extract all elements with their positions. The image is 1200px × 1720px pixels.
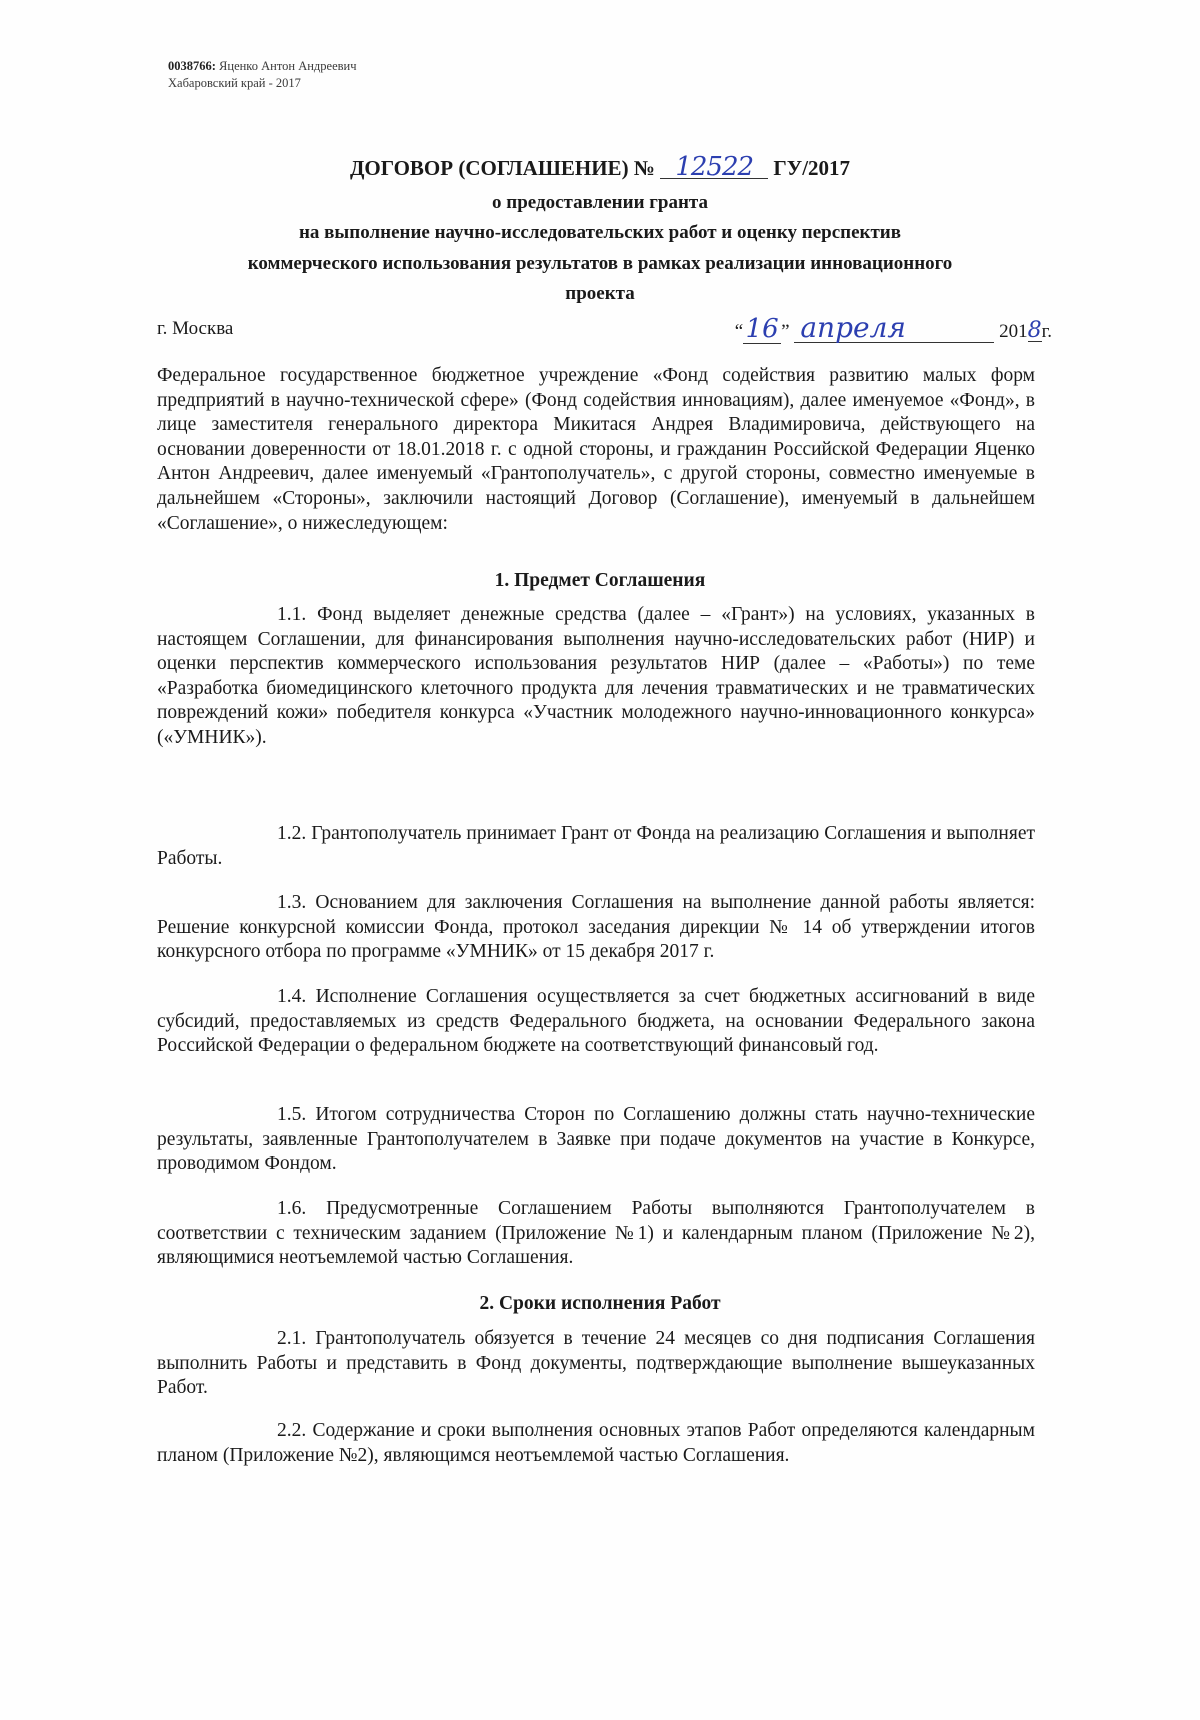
applicant-name: Яценко Антон Андреевич — [219, 59, 357, 73]
handwritten-year-digit: 8 — [1027, 318, 1042, 343]
year-suffix: г. — [1041, 321, 1052, 342]
clause-1-3: 1.3. Основанием для заключения Соглашения на выполнение данной работы является: Решение конкурсной комиссии Фонда, протокол заседания дирекции № 14 об утверждении итогов конкурсного отбора по программе «УМНИК» от 15 декабря 2017 г. — [157, 892, 1035, 963]
section-1-clause-6 — [157, 1197, 1035, 1271]
registration-stamp — [168, 58, 357, 92]
year-prefix: 201 — [999, 321, 1028, 342]
subtitle-line-4: проекта — [565, 283, 635, 304]
section-1-clause-4 — [157, 985, 1035, 1059]
close-quote: ” — [781, 321, 790, 342]
subtitle-line-2: на выполнение научно-исследовательских работ и оценку перспектив — [298, 222, 902, 243]
preamble-text: Федеральное государственное бюджетное учреждение «Фонд содействия развитию малых форм предприятий в научно-технической сфере» (Фонд содействия инновациям), далее именуемое «Фонд», в лице заместителя генерального директора Микитася Андрея Владимировича, действующего на основании доверенности от 18.01.2018 г. с одной стороны, и гражданин Российской Федерации Яценко Антон Андреевич, далее именуемый «Грантополучатель», с другой стороны, совместно именуемые в дальнейшем «Стороны», заключили настоящий Договор (Соглашение), именуемый в дальнейшем «Соглашение», о нижеследующем: — [157, 365, 1035, 534]
handwritten-contract-number: 12522 — [660, 156, 768, 179]
clause-1-5: 1.5. Итогом сотрудничества Сторон по Соглашению должны стать научно-технические результаты, заявленные Грантополучателем в Заявке при подаче документов на участие в Конкурсе, проводимом Фондом. — [157, 1104, 1035, 1175]
signing-date — [734, 311, 1052, 344]
clause-1-4: 1.4. Исполнение Соглашения осуществляется за счет бюджетных ассигнований в виде субсидий, предоставляемых из средств Федерального бюджета, на основании Федерального закона Российской Федерации о федеральном бюджете на соответствующий финансовый год. — [157, 986, 1035, 1057]
preamble — [157, 364, 1035, 536]
subtitle-line-3: коммерческого использования результатов в рамках реализации инновационного — [247, 253, 953, 274]
document-title — [150, 152, 1050, 182]
subtitle-line-1: о предоставлении гранта — [492, 192, 708, 213]
handwritten-day: 16 — [743, 315, 781, 344]
section-1-clause-2 — [157, 822, 1035, 871]
clause-1-2: 1.2. Грантополучатель принимает Грант от Фонда на реализацию Соглашения и выполняет Работы. — [157, 823, 1035, 869]
section-1-heading: 1. Предмет Соглашения — [494, 570, 706, 591]
clause-1-6: 1.6. Предусмотренные Соглашением Работы выполняются Грантополучателем в соответствии с техническим заданием (Приложение №1) и календарным планом (Приложение №2), являющимися неотъемлемой частью Соглашения. — [157, 1198, 1035, 1269]
registration-id: 0038766: — [168, 59, 216, 73]
section-2-heading: 2. Сроки исполнения Работ — [479, 1293, 721, 1314]
handwritten-month: апреля — [794, 314, 994, 343]
clause-2-1: 2.1. Грантополучатель обязуется в течение 24 месяцев со дня подписания Соглашения выполнить Работы и представить в Фонд документы, подтверждающие выполнение вышеуказанных Работ. — [157, 1328, 1035, 1399]
city: г. Москва — [157, 318, 234, 339]
section-1-clause-5 — [157, 1103, 1035, 1177]
clause-2-2: 2.2. Содержание и сроки выполнения основных этапов Работ определяются календарным планом (Приложение №2), являющимся неотъемлемой частью Соглашения. — [157, 1420, 1035, 1466]
clause-1-1: 1.1. Фонд выделяет денежные средства (далее – «Грант») на условиях, указанных в настоящем Соглашении, для финансирования выполнения научно-исследовательских работ (НИР) и оценки перспектив коммерческого использования результатов НИР (далее – «Работы») по теме «Разработка биомедицинского клеточного продукта для лечения травматических и не травматических повреждений кожи» победителя конкурса «Участник молодежного научно-инновационного конкурса» («УМНИК»). — [157, 604, 1035, 748]
title-prefix: ДОГОВОР (СОГЛАШЕНИЕ) № — [349, 156, 655, 180]
section-2-clause-1 — [157, 1327, 1035, 1401]
section-1-clause-3 — [157, 891, 1035, 965]
title-suffix: ГУ/2017 — [773, 156, 851, 180]
section-1-clause-1 — [157, 603, 1035, 751]
place-and-date — [157, 311, 1052, 354]
section-2-clause-2 — [157, 1419, 1035, 1468]
region-line: Хабаровский край - 2017 — [168, 76, 301, 90]
open-quote: “ — [734, 321, 744, 342]
